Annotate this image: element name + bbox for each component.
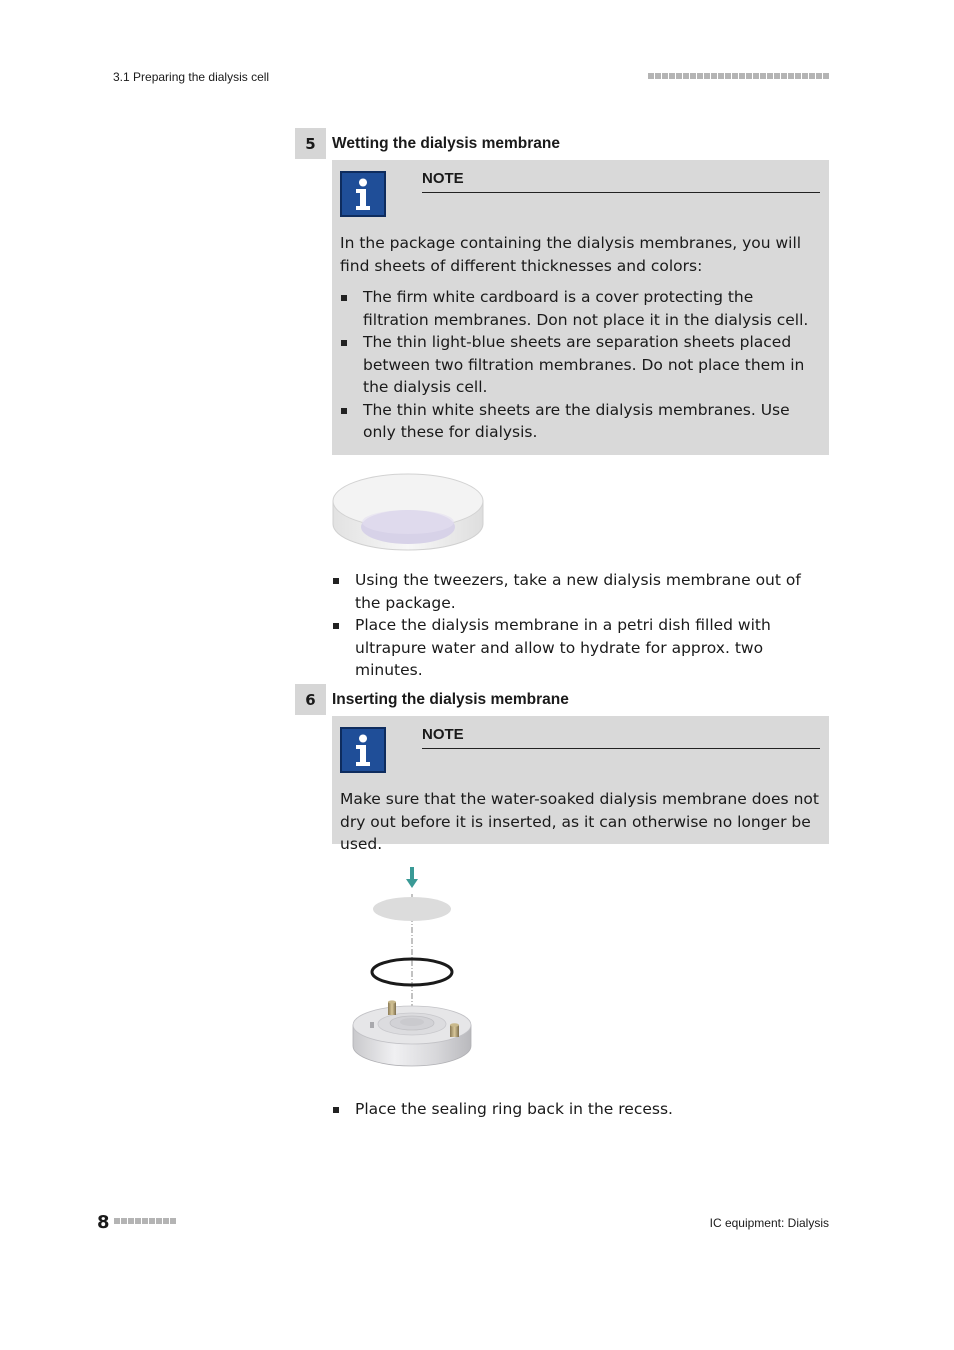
decorative-square [676, 73, 682, 79]
decorative-square [711, 73, 717, 79]
decorative-square [788, 73, 794, 79]
running-header-section: 3.1 Preparing the dialysis cell [113, 70, 270, 84]
note-divider [422, 192, 820, 193]
decorative-square [690, 73, 696, 79]
list-item: The thin light-blue sheets are separation sheets placed between two filtration membranes. Do not place them in the dialysis cell. [340, 331, 821, 399]
decorative-square [128, 1218, 134, 1224]
decorative-square [739, 73, 745, 79]
page-number: 8 [97, 1212, 110, 1233]
decorative-square [683, 73, 689, 79]
decorative-square [142, 1218, 148, 1224]
decorative-square [718, 73, 724, 79]
header-decoration [648, 73, 829, 79]
decorative-square [669, 73, 675, 79]
info-icon [340, 727, 386, 773]
note-box-keep-membrane-wet [332, 716, 829, 853]
list-item: Using the tweezers, take a new dialysis membrane out of the package. [332, 569, 829, 614]
decorative-square [149, 1218, 155, 1224]
footer-decoration [114, 1218, 176, 1224]
decorative-square [767, 73, 773, 79]
decorative-square [802, 73, 808, 79]
decorative-square [135, 1218, 141, 1224]
list-item: Place the sealing ring back in the recess. [332, 1098, 829, 1121]
decorative-square [781, 73, 787, 79]
decorative-square [732, 73, 738, 79]
note-box-membrane-sheets [332, 160, 829, 455]
decorative-square [746, 73, 752, 79]
note-sheet-list [340, 286, 821, 444]
list-item: The thin white sheets are the dialysis membranes. Use only these for dialysis. [340, 399, 821, 444]
decorative-square [809, 73, 815, 79]
note-text: Make sure that the water-soaked dialysis membrane does not dry out before it is inserted, as it can otherwise no longer be used. [340, 790, 819, 853]
list-item: The firm white cardboard is a cover protecting the filtration membranes. Don not place it in the dialysis cell. [340, 286, 821, 331]
note-label: NOTE [422, 726, 464, 743]
step-title: Inserting the dialysis membrane [332, 690, 569, 708]
dialysis-cell-assembly-illustration [348, 862, 478, 1074]
note-label: NOTE [422, 170, 464, 187]
decorative-square [648, 73, 654, 79]
decorative-square [774, 73, 780, 79]
step-number: 6 [295, 684, 326, 715]
step-title: Wetting the dialysis membrane [332, 134, 560, 152]
note-intro: In the package containing the dialysis membranes, you will find sheets of different thicknesses and colors: [340, 234, 802, 275]
decorative-square [795, 73, 801, 79]
decorative-square [655, 73, 661, 79]
decorative-square [121, 1218, 127, 1224]
decorative-square [170, 1218, 176, 1224]
decorative-square [816, 73, 822, 79]
info-icon [340, 171, 386, 217]
decorative-square [662, 73, 668, 79]
decorative-square [704, 73, 710, 79]
note-divider [422, 748, 820, 749]
petri-dish-illustration [330, 470, 486, 554]
decorative-square [753, 73, 759, 79]
decorative-square [163, 1218, 169, 1224]
decorative-square [114, 1218, 120, 1224]
step-6-heading [295, 684, 829, 715]
decorative-square [697, 73, 703, 79]
decorative-square [725, 73, 731, 79]
step-number: 5 [295, 128, 326, 159]
decorative-square [760, 73, 766, 79]
document-title: IC equipment: Dialysis [709, 1216, 829, 1230]
decorative-square [823, 73, 829, 79]
list-item: Place the dialysis membrane in a petri dish filled with ultrapure water and allow to hydrate for approx. two minutes. [332, 614, 829, 682]
step-6-instructions [332, 1098, 829, 1121]
decorative-square [156, 1218, 162, 1224]
step-5-heading [295, 128, 829, 159]
step-5-instructions [332, 569, 829, 682]
down-arrow-icon [406, 867, 418, 888]
